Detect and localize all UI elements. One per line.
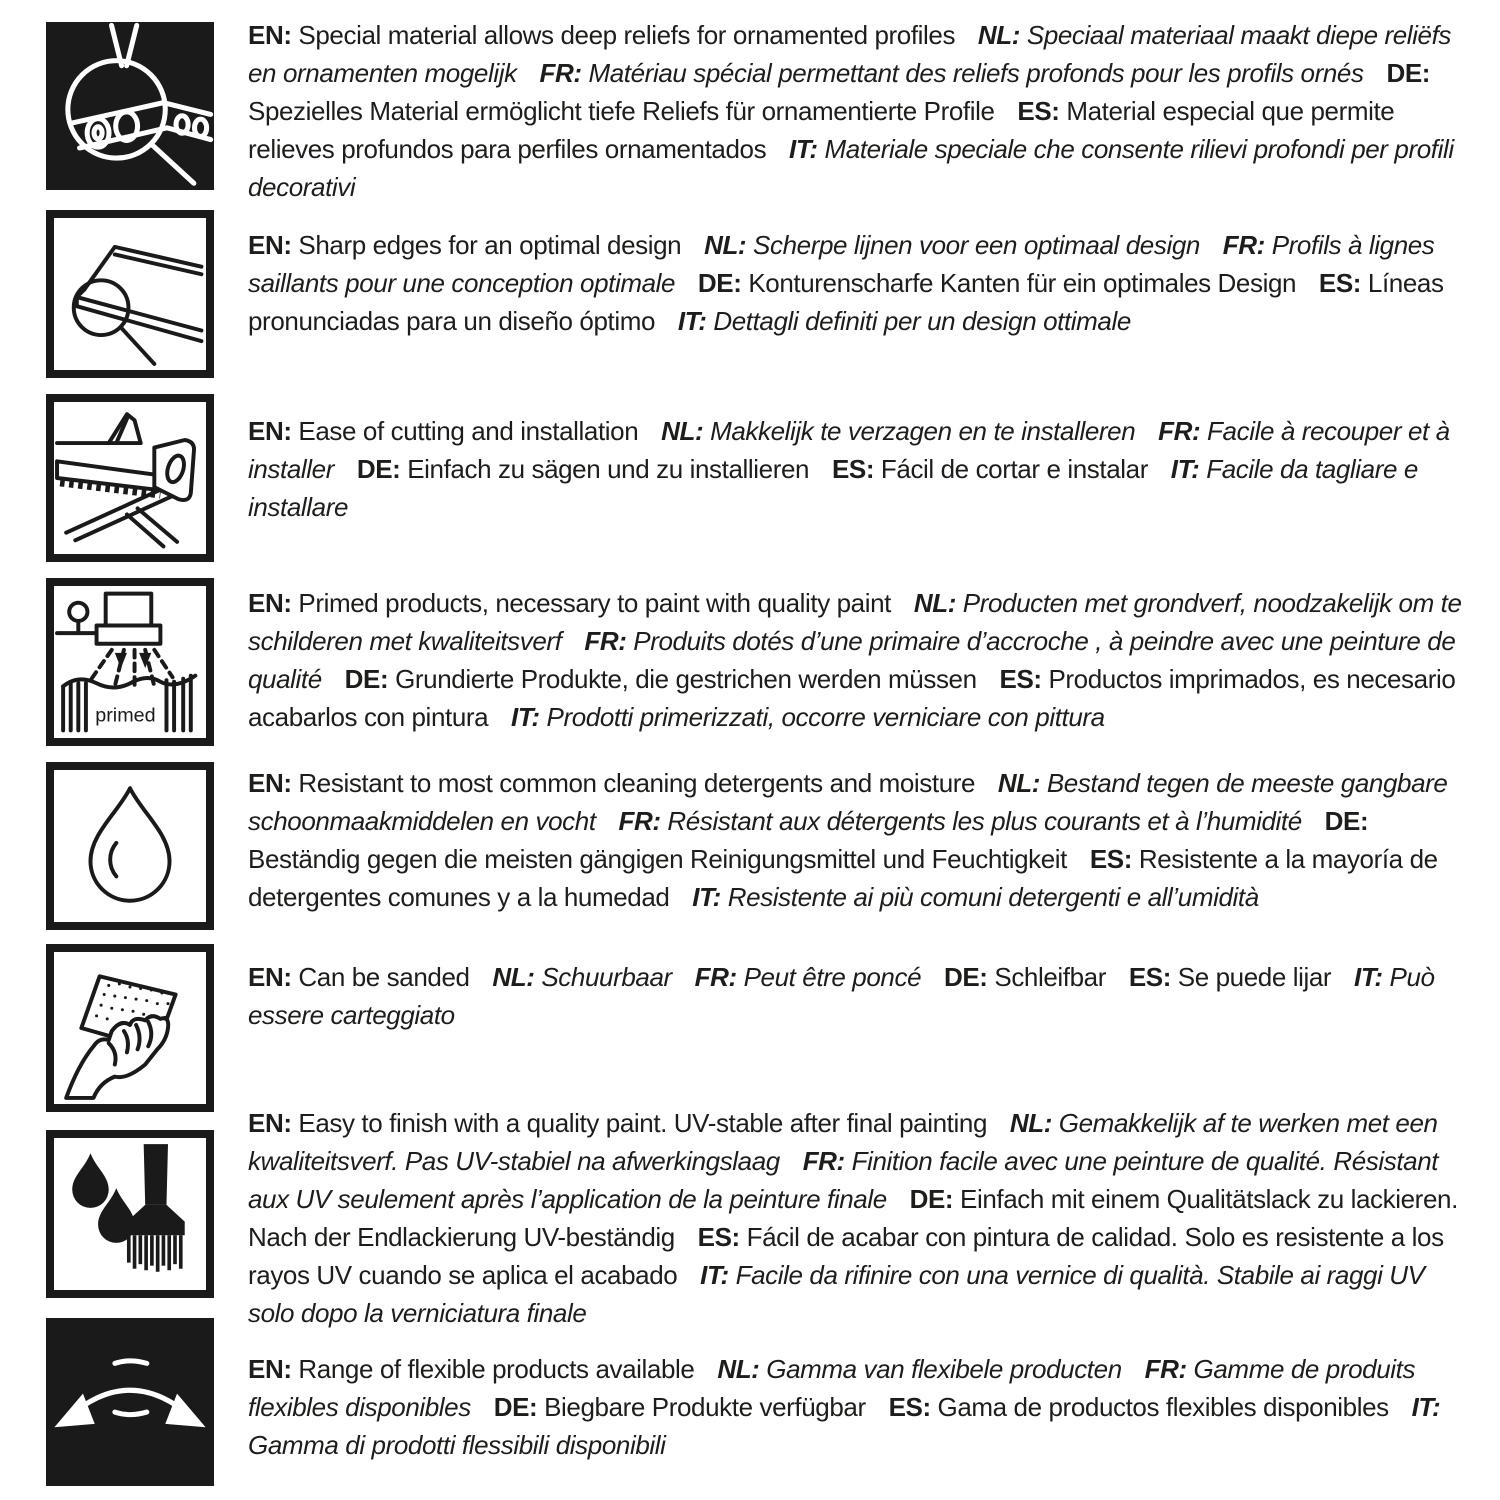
lang-label-it: IT: — [692, 882, 728, 912]
lang-label-nl: NL: — [661, 416, 711, 446]
lang-label-es: ES: — [1128, 962, 1178, 992]
lang-label-fr: FR: — [694, 962, 744, 992]
feature-segment-nl: NL: Makkelijk te verzagen en te installeren — [661, 416, 1136, 446]
lang-label-en: EN: — [248, 962, 299, 992]
lang-label-nl: NL: — [1009, 1108, 1059, 1138]
feature-segment-nl: NL: Schuurbaar — [492, 962, 672, 992]
lang-label-es: ES: — [697, 1222, 747, 1252]
feature-segment-de: DE: Schleifbar — [943, 962, 1106, 992]
feature-segment-de: DE: Konturenscharfe Kanten für ein optimales Design — [697, 268, 1297, 298]
lang-label-it: IT: — [1170, 454, 1207, 484]
lang-label-it: IT: — [700, 1260, 736, 1290]
lang-label-de: DE: — [1324, 806, 1369, 836]
feature-segment-en: EN: Range of flexible products available — [248, 1354, 695, 1384]
feature-segment-es: ES: Productos imprimados, es necesario acabarlos con pintura — [248, 664, 1456, 732]
primed-label: primed — [95, 704, 156, 727]
ornamented-profile-magnifier-graphic — [46, 22, 214, 190]
feature-segment-en: EN: Sharp edges for an optimal design — [248, 230, 682, 260]
lang-label-en: EN: — [248, 768, 299, 798]
feature-segment-de: DE: Biegbare Produkte verfügbar — [493, 1392, 866, 1422]
feature-segment-es: ES: Se puede lijar — [1128, 962, 1332, 992]
lang-label-en: EN: — [248, 588, 299, 618]
feature-segment-en: EN: Special material allows deep reliefs for ornamented profiles — [248, 20, 956, 50]
lang-label-fr: FR: — [539, 58, 589, 88]
lang-label-it: IT: — [1354, 962, 1390, 992]
lang-label-fr: FR: — [1158, 416, 1208, 446]
feature-description-flexible-range — [248, 1350, 1463, 1464]
lang-label-nl: NL: — [913, 588, 963, 618]
feature-segment-fr: FR: Profils à lignes saillants pour une conception optimale — [248, 230, 1435, 298]
feature-segment-nl: NL: Producten met grondverf, noodzakelijk om te schilderen met kwaliteitsverf — [248, 588, 1462, 656]
lang-label-fr: FR: — [1144, 1354, 1194, 1384]
lang-label-de: DE: — [909, 1184, 960, 1214]
feature-segment-fr: FR: Finition facile avec une peinture de qualité. Résistant aux UV seulement après l’application de la peinture finale — [248, 1146, 1439, 1214]
water-droplet-graphic — [54, 770, 206, 922]
feature-segment-es: ES: Fácil de acabar con pintura de calidad. Solo es resistente a los rayos UV cuando se aplica el acabado — [248, 1222, 1444, 1290]
feature-segment-fr: FR: Facile à recouper et à installer — [248, 416, 1450, 484]
lang-label-nl: NL: — [997, 768, 1047, 798]
feature-segment-en: EN: Ease of cutting and installation — [248, 416, 639, 446]
lang-label-nl: NL: — [717, 1354, 767, 1384]
lang-label-es: ES: — [1318, 268, 1368, 298]
feature-segment-nl: NL: Bestand tegen de meeste gangbare schoonmaakmiddelen en vocht — [248, 768, 1448, 836]
feature-segment-de: DE: Einfach mit einem Qualitätslack zu lackieren. Nach der Endlackierung UV-beständig — [248, 1184, 1458, 1252]
lang-label-en: EN: — [248, 230, 299, 260]
lang-label-it: IT: — [677, 306, 714, 336]
lang-label-fr: FR: — [584, 626, 634, 656]
feature-segment-it: IT: Può essere carteggiato — [248, 962, 1435, 1030]
lang-label-de: DE: — [493, 1392, 545, 1422]
feature-description-deep-reliefs — [248, 16, 1463, 206]
paint-brush-drops-icon — [46, 1130, 214, 1298]
lang-label-fr: FR: — [618, 806, 668, 836]
lang-label-en: EN: — [248, 20, 299, 50]
lang-label-de: DE: — [943, 962, 995, 992]
feature-description-moisture-resistant — [248, 764, 1463, 916]
feature-description-easy-cutting — [248, 412, 1463, 526]
feature-segment-it: IT: Materiale speciale che consente rilievi profondi per profili decorativi — [248, 134, 1454, 202]
feature-segment-nl: NL: Gemakkelijk af te werken met een kwaliteitsverf. Pas UV-stabiel na afwerkingslaag — [248, 1108, 1438, 1176]
feature-segment-it: IT: Dettagli definiti per un design ottimale — [677, 306, 1131, 336]
feature-segment-en: EN: Can be sanded — [248, 962, 470, 992]
feature-segment-es: ES: Líneas pronunciadas para un diseño óptimo — [248, 268, 1444, 336]
lang-label-es: ES: — [1089, 844, 1139, 874]
lang-label-en: EN: — [248, 1354, 299, 1384]
hand-saw-cutting-icon — [46, 394, 214, 562]
feature-segment-nl: NL: Speciaal materiaal maakt diepe reliëfs en ornamenten mogelijk — [248, 20, 1452, 88]
feature-segment-fr: FR: Peut être poncé — [694, 962, 922, 992]
feature-segment-fr: FR: Gamme de produits flexibles disponibles — [248, 1354, 1416, 1422]
feature-segment-de: DE: Einfach zu sägen und zu installieren — [356, 454, 810, 484]
sharp-edges-profile-magnifier-icon — [46, 210, 214, 378]
hand-saw-graphic — [54, 402, 206, 554]
lang-label-de: DE: — [1386, 58, 1431, 88]
feature-segment-es: ES: Fácil de cortar e instalar — [831, 454, 1148, 484]
lang-label-de: DE: — [344, 664, 396, 694]
lang-label-it: IT: — [1411, 1392, 1441, 1422]
sharp-edges-profile-graphic — [54, 218, 206, 370]
feature-description-sandable — [248, 958, 1463, 1034]
feature-description-sharp-edges — [248, 226, 1463, 340]
feature-segment-es: ES: Resistente a la mayoría de detergentes comunes y a la humedad — [248, 844, 1438, 912]
sanding-hand-icon — [46, 944, 214, 1112]
feature-segment-nl: NL: Gamma van flexibele producten — [717, 1354, 1122, 1384]
lang-label-es: ES: — [1017, 96, 1067, 126]
feature-segment-nl: NL: Scherpe lijnen voor een optimaal design — [704, 230, 1200, 260]
water-droplet-icon — [46, 762, 214, 930]
lang-label-de: DE: — [356, 454, 408, 484]
feature-segment-en: EN: Primed products, necessary to paint with quality paint — [248, 588, 892, 618]
feature-segment-it: IT: Resistente ai più comuni detergenti e all’umidità — [692, 882, 1259, 912]
paint-brush-drops-graphic — [54, 1138, 206, 1290]
feature-segment-it: IT: Facile da tagliare e installare — [248, 454, 1418, 522]
lang-label-nl: NL: — [977, 20, 1027, 50]
feature-segment-en: EN: Resistant to most common cleaning detergents and moisture — [248, 768, 976, 798]
feature-segment-en: EN: Easy to finish with a quality paint. UV-stable after final painting — [248, 1108, 988, 1138]
lang-label-de: DE: — [697, 268, 749, 298]
primer-spray-graphic — [54, 586, 206, 738]
feature-description-easy-finish — [248, 1104, 1463, 1332]
feature-segment-es: ES: Gama de productos flexibles disponibles — [888, 1392, 1389, 1422]
primer-spray-icon — [46, 578, 214, 746]
lang-label-fr: FR: — [802, 1146, 852, 1176]
feature-segment-it: IT: Gamma di prodotti flessibili disponibili — [248, 1392, 1441, 1460]
lang-label-en: EN: — [248, 1108, 299, 1138]
sanding-hand-graphic — [54, 952, 206, 1104]
feature-segment-it: IT: Prodotti primerizzati, occorre verniciare con pittura — [511, 702, 1105, 732]
feature-segment-es: ES: Material especial que permite relieves profundos para perfiles ornamentados — [248, 96, 1395, 164]
feature-segment-fr: FR: Produits dotés d’une primaire d’accroche , à peindre avec une peinture de qualité — [248, 626, 1456, 694]
lang-label-it: IT: — [789, 134, 825, 164]
feature-segment-de: DE: Spezielles Material ermöglicht tiefe Reliefs für ornamentierte Profile — [248, 58, 1431, 126]
lang-label-en: EN: — [248, 416, 299, 446]
feature-description-primed — [248, 584, 1463, 736]
lang-label-nl: NL: — [704, 230, 754, 260]
feature-segment-it: IT: Facile da rifinire con una vernice di qualità. Stabile ai raggi UV solo dopo la verniciatura finale — [248, 1260, 1425, 1328]
feature-segment-de: DE: Grundierte Produkte, die gestrichen werden müssen — [344, 664, 977, 694]
flexible-bend-arrow-icon — [46, 1318, 214, 1486]
lang-label-es: ES: — [831, 454, 881, 484]
feature-segment-de: DE: Beständig gegen die meisten gängigen Reinigungsmittel und Feuchtigkeit — [248, 806, 1369, 874]
ornamented-profile-magnifier-icon — [46, 22, 214, 190]
feature-segment-fr: FR: Matériau spécial permettant des reliefs profonds pour les profils ornés — [539, 58, 1364, 88]
lang-label-fr: FR: — [1222, 230, 1272, 260]
lang-label-it: IT: — [511, 702, 547, 732]
lang-label-es: ES: — [999, 664, 1049, 694]
flexible-bend-arrow-graphic — [46, 1318, 214, 1486]
lang-label-nl: NL: — [492, 962, 542, 992]
lang-label-es: ES: — [888, 1392, 938, 1422]
feature-segment-fr: FR: Résistant aux détergents les plus courants et à l’humidité — [618, 806, 1302, 836]
